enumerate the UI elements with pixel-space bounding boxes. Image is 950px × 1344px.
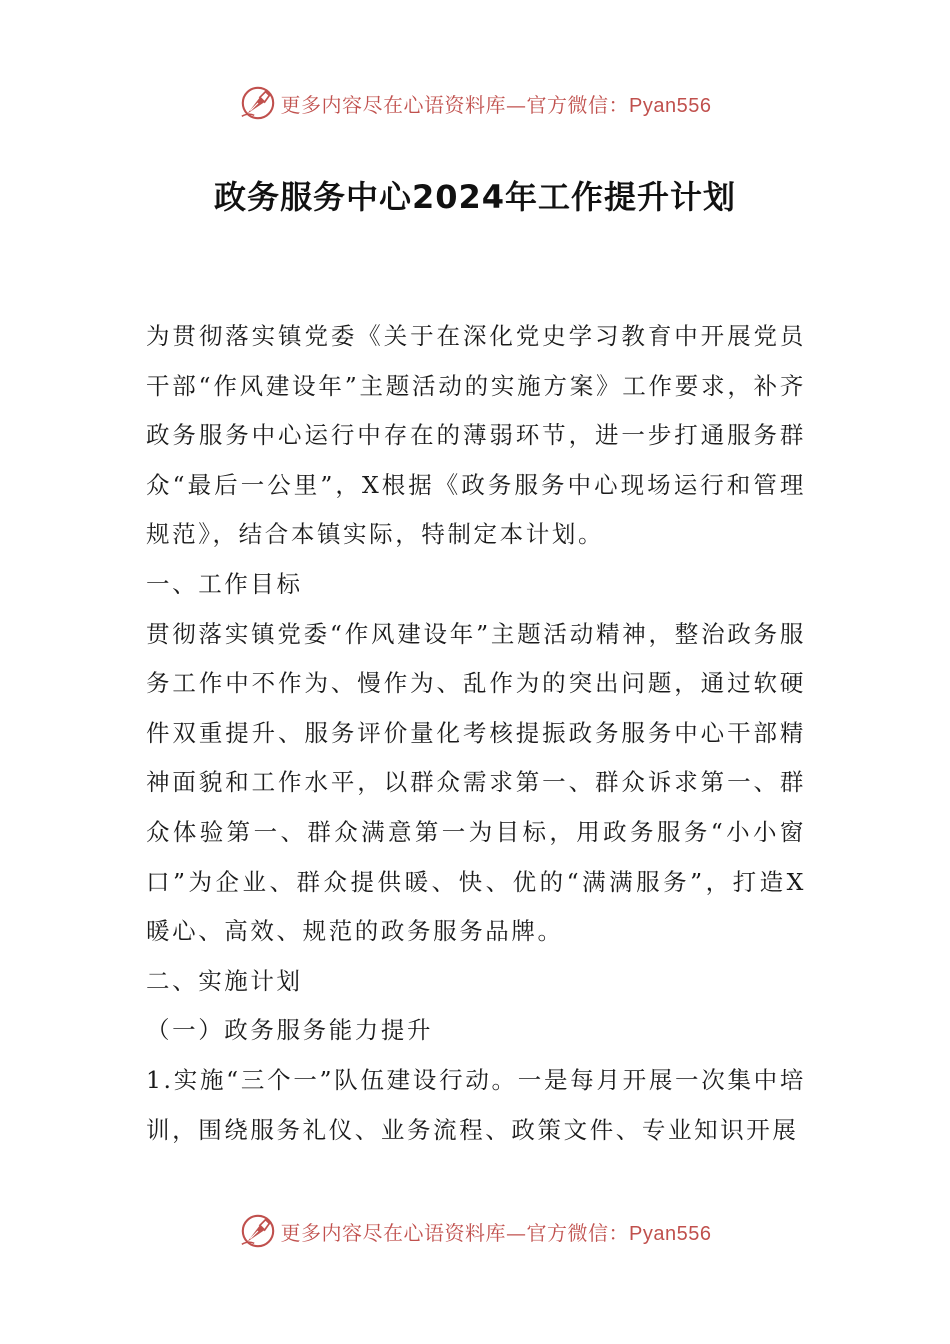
watermark-dash: — (506, 92, 527, 117)
document-body (146, 312, 806, 1155)
watermark-handle: Pyan556 (629, 94, 712, 117)
watermark-text (281, 89, 712, 118)
watermark-mid: 官方微信： (526, 92, 630, 117)
watermark-handle: Pyan556 (629, 1222, 712, 1245)
watermark-header (0, 84, 950, 122)
section1-paragraph: 贯彻落实镇党委“作风建设年”主题活动精神，整治政务服务工作中不作为、慢作为、乱作为的突出问题，通过软硬件双重提升、服务评价量化考核提振政务服务中心干部精神面貌和工作水平，以群众需求第一、群众诉求第一、群众体验第一、群众满意第一为目标，用政务服务“小小窗口”为企业、群众提供暖、快、优的“满满服务”，打造X暖心、高效、规范的政务服务品牌。 (146, 619, 806, 946)
watermark-main: 更多内容尽在心语资料库 (280, 92, 507, 117)
pen-nib-circle-icon (239, 1212, 277, 1250)
watermark-text (281, 1217, 712, 1246)
watermark-footer (0, 1212, 950, 1250)
watermark-main: 更多内容尽在心语资料库 (280, 1220, 507, 1245)
document-title: 政务服务中心2024年工作提升计划 (213, 178, 737, 216)
watermark-dash: — (506, 1220, 527, 1245)
pen-nib-circle-icon (239, 84, 277, 122)
section1-heading: 一、工作目标 (146, 569, 303, 598)
intro-paragraph: 为贯彻落实镇党委《关于在深化党史学习教育中开展党员干部“作风建设年”主题活动的实施方案》工作要求，补齐政务服务中心运行中存在的薄弱环节，进一步打通服务群众“最后一公里”，X根据《政务服务中心现场运行和管理规范》，结合本镇实际，特制定本计划。 (146, 322, 806, 549)
section2-heading: 二、实施计划 (146, 966, 303, 995)
item1-paragraph: 1.实施“三个一”队伍建设行动。一是每月开展一次集中培训，围绕服务礼仪、业务流程、政策文件、专业知识开展 (146, 1065, 806, 1144)
subsection1-heading: （一）政务服务能力提升 (146, 1016, 434, 1045)
watermark-mid: 官方微信： (526, 1220, 630, 1245)
